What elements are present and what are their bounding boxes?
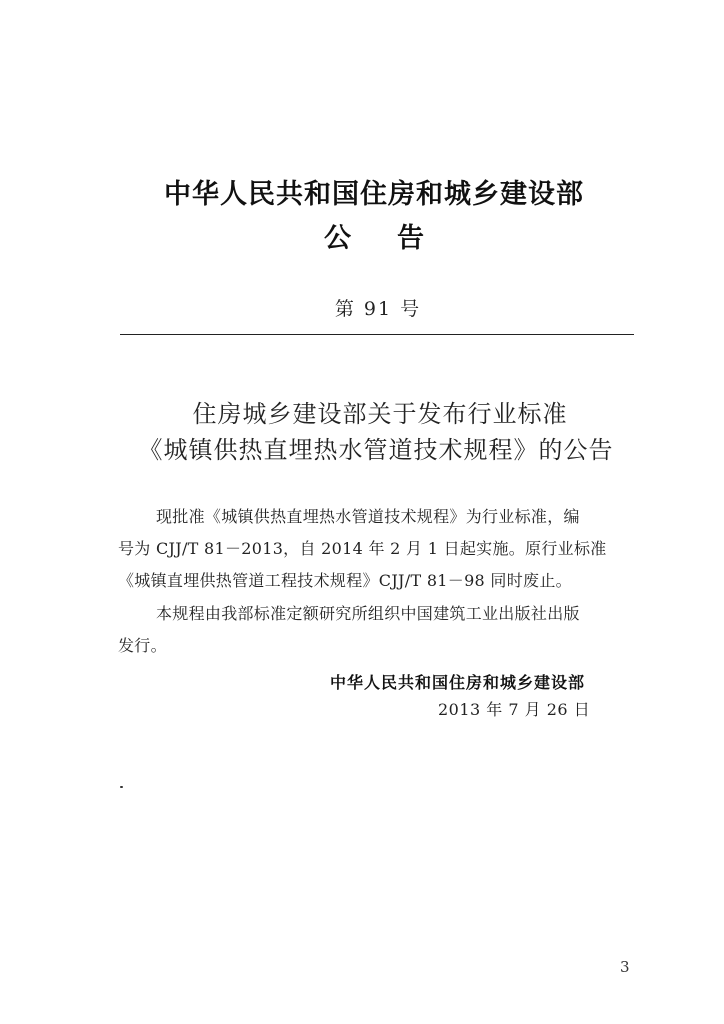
page-number: 3 xyxy=(620,958,630,976)
header-divider xyxy=(120,334,634,335)
body-paragraph-1-line-3: 《城镇直埋供热管道工程技术规程》CJJ/T 81－98 同时废止。 xyxy=(118,571,572,590)
headline-line-2: 《城镇供热直埋热水管道技术规程》的公告 xyxy=(138,436,614,464)
document-number: 第 91 号 xyxy=(334,298,422,320)
body-paragraph-1-line-2: 号为 CJJ/T 81－2013，自 2014 年 2 月 1 日起实施。原行业标准 xyxy=(118,539,607,558)
body-paragraph-1-line-1: 现批准《城镇供热直埋热水管道技术规程》为行业标准，编 xyxy=(156,507,580,526)
body-paragraph-2-line-2: 发行。 xyxy=(118,636,167,655)
announcement-heading: 公告 xyxy=(324,223,470,254)
body-paragraph-2-line-1: 本规程由我部标准定额研究所组织中国建筑工业出版社出版 xyxy=(156,604,580,623)
signature-date: 2013 年 7 月 26 日 xyxy=(438,700,591,719)
issuer-title: 中华人民共和国住房和城乡建设部 xyxy=(164,179,584,210)
headline-line-1: 住房城乡建设部关于发布行业标准 xyxy=(192,400,568,428)
scan-speck xyxy=(120,786,123,788)
signature-organization: 中华人民共和国住房和城乡建设部 xyxy=(330,673,586,692)
